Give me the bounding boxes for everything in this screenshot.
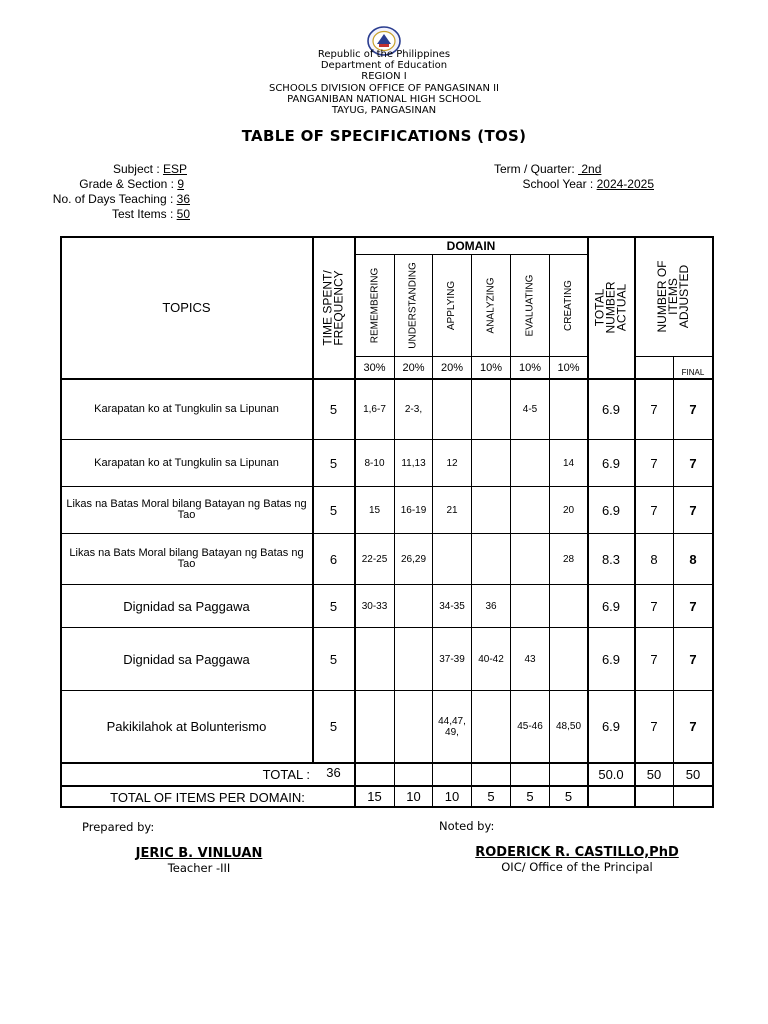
analyzing-cell: 40-42	[478, 653, 504, 665]
per-domain-understanding: 10	[406, 789, 421, 804]
evaluating-cell	[511, 487, 549, 533]
pct-applying: 20%	[440, 361, 464, 374]
understanding-cell	[395, 628, 432, 690]
pct-analyzing: 10%	[479, 361, 503, 374]
final-label: FINAL	[681, 367, 705, 377]
time-cell: 5	[329, 598, 338, 614]
letterhead-line: SCHOOLS DIVISION OFFICE OF PANGASINAN II	[268, 82, 500, 94]
remembering-cell: 15	[368, 504, 381, 516]
actual-cell: 6.9	[601, 455, 621, 471]
analyzing-cell	[472, 487, 510, 533]
topic-cell: Karapatan ko at Tungkulin sa Lipunan	[94, 402, 279, 415]
prepared-title: Teacher -III	[167, 861, 231, 875]
topic-cell: Dignidad sa Paggawa	[123, 598, 250, 614]
term-value: 2nd	[578, 162, 602, 176]
pct-evaluating: 10%	[518, 361, 542, 374]
letterhead-line: PANGANIBAN NATIONAL HIGH SCHOOL	[287, 93, 481, 105]
evaluating-cell	[511, 534, 549, 584]
noted-name: RODERICK R. CASTILLO,PhD	[475, 845, 679, 860]
understanding-cell: 26,29	[400, 553, 427, 565]
creating-cell: 48,50	[555, 721, 582, 732]
remembering-cell	[355, 628, 394, 690]
time-cell: 5	[329, 651, 338, 667]
applying-cell: 21	[446, 504, 458, 516]
total-label: TOTAL :	[262, 767, 310, 782]
evaluating-cell: 43	[524, 653, 536, 665]
adjusted-cell: 7	[650, 455, 658, 471]
creating-cell: 14	[562, 457, 575, 469]
analyzing-cell: 36	[485, 600, 497, 612]
final-cell: 7	[689, 502, 697, 518]
per-domain-evaluating: 5	[526, 789, 534, 804]
understanding-cell: 2-3,	[404, 403, 423, 415]
adjusted-header: NUMBER OF ITEMS ADJUSTED	[655, 260, 691, 333]
domain-applying-header: APPLYING	[446, 280, 458, 331]
actual-cell: 6.9	[601, 502, 621, 518]
prepared-label: Prepared by:	[82, 820, 155, 834]
remembering-cell	[355, 691, 394, 762]
letterhead-line: TAYUG, PANGASINAN	[331, 105, 437, 117]
applying-cell: 34-35	[439, 600, 465, 612]
domain-header: DOMAIN	[446, 238, 496, 253]
creating-cell	[550, 585, 587, 627]
time-cell: 5	[329, 719, 338, 734]
remembering-cell: 1,6-7	[363, 403, 386, 415]
actual-cell: 6.9	[601, 598, 621, 614]
domain-analyzing-header: ANALYZING	[485, 277, 497, 334]
total-adjusted: 50	[646, 767, 662, 782]
items-value: 50	[176, 207, 190, 221]
pct-creating: 10%	[557, 361, 580, 374]
final-cell: 7	[689, 719, 697, 734]
noted-label: Noted by:	[439, 819, 495, 833]
topics-header: TOPICS	[162, 300, 211, 315]
per-domain-remembering: 15	[367, 789, 382, 804]
subject-label: Subject :	[112, 162, 163, 176]
domain-understanding-header: UNDERSTANDING	[408, 262, 420, 349]
adjusted-cell: 7	[650, 401, 658, 417]
grade-value: 9	[177, 177, 184, 191]
remembering-cell: 30-33	[361, 600, 388, 612]
noted-title: OIC/ Office of the Principal	[501, 860, 653, 874]
grade-label: Grade & Section :	[79, 177, 178, 191]
creating-cell	[550, 379, 587, 439]
domain-evaluating-header: EVALUATING	[524, 274, 536, 337]
understanding-cell: 11,13	[401, 457, 426, 469]
analyzing-cell	[472, 534, 510, 584]
year-value: 2024-2025	[596, 177, 654, 191]
days-value: 36	[176, 192, 190, 206]
total-actual: 50.0	[598, 767, 624, 782]
actual-cell: 6.9	[601, 401, 621, 417]
letterhead-line: Department of Education	[320, 60, 448, 72]
understanding-cell	[395, 585, 432, 627]
adjusted-cell: 7	[650, 502, 658, 518]
prepared-name: JERIC B. VINLUAN	[135, 846, 263, 861]
domain-creating-header: CREATING	[563, 280, 574, 331]
days-label: No. of Days Teaching :	[52, 192, 177, 206]
applying-cell: 12	[446, 457, 458, 469]
time-cell: 5	[329, 401, 338, 417]
per-domain-label: TOTAL OF ITEMS PER DOMAIN:	[110, 789, 305, 805]
applying-cell	[433, 379, 471, 439]
topic-cell: Pakikilahok at Bolunterismo	[106, 719, 267, 734]
time-cell: 5	[329, 502, 338, 518]
adjusted-cell: 7	[650, 719, 658, 734]
evaluating-cell	[511, 585, 549, 627]
evaluating-cell: 4-5	[522, 403, 538, 415]
actual-cell: 8.3	[601, 551, 621, 567]
time-cell: 5	[329, 455, 338, 471]
per-domain-applying: 10	[444, 789, 460, 804]
applying-cell: 37-39	[439, 653, 465, 665]
time-cell: 6	[329, 551, 338, 567]
total-time: 36	[326, 765, 341, 780]
actual-cell: 6.9	[601, 651, 621, 667]
topic-cell: Karapatan ko at Tungkulin sa Lipunan	[94, 456, 279, 469]
evaluating-cell	[511, 440, 549, 486]
remembering-cell: 22-25	[361, 553, 388, 565]
term-label: Term / Quarter:	[494, 162, 579, 176]
creating-cell	[550, 628, 587, 690]
applying-cell: 44,47, 49,	[438, 715, 466, 738]
domain-remembering-header: REMEMBERING	[369, 267, 380, 344]
creating-cell: 28	[562, 553, 575, 565]
creating-cell: 20	[562, 504, 575, 516]
time-spent-header: TIME SPENT/ FREQUENCY	[320, 269, 346, 346]
final-cell: 7	[689, 401, 697, 417]
year-label: School Year :	[522, 177, 597, 191]
per-domain-analyzing: 5	[487, 789, 495, 804]
topic-cell: Likas na Bats Moral bilang Batayan ng Batas ng Tao	[69, 547, 304, 570]
analyzing-cell	[472, 379, 510, 439]
pct-remembering: 30%	[363, 361, 386, 374]
final-cell: 8	[689, 551, 697, 567]
subject-value: ESP	[162, 162, 187, 176]
total-actual-header: TOTAL NUMBER ACTUAL	[592, 281, 629, 334]
per-domain-creating: 5	[564, 789, 573, 804]
adjusted-cell: 7	[650, 598, 658, 614]
applying-cell	[433, 534, 471, 584]
understanding-cell	[395, 691, 432, 762]
document-title: TABLE OF SPECIFICATIONS (TOS)	[241, 127, 527, 145]
topic-cell: Likas na Batas Moral bilang Batayan ng Batas ng Tao	[66, 498, 307, 521]
pct-understanding: 20%	[402, 361, 425, 374]
understanding-cell: 16-19	[400, 504, 427, 516]
letterhead-line: Republic of the Philippines	[317, 49, 451, 60]
items-label: Test Items :	[111, 207, 177, 221]
final-cell: 7	[689, 598, 697, 614]
adjusted-cell: 8	[650, 551, 658, 567]
evaluating-cell: 45-46	[517, 721, 543, 732]
analyzing-cell	[472, 691, 510, 762]
final-cell: 7	[689, 455, 697, 471]
total-final: 50	[685, 767, 701, 782]
topic-cell: Dignidad sa Paggawa	[123, 651, 250, 667]
final-cell: 7	[689, 651, 697, 667]
remembering-cell: 8-10	[364, 457, 385, 469]
adjusted-cell: 7	[650, 651, 658, 667]
actual-cell: 6.9	[601, 719, 621, 734]
letterhead-line: REGION I	[361, 71, 407, 83]
analyzing-cell	[472, 440, 510, 486]
